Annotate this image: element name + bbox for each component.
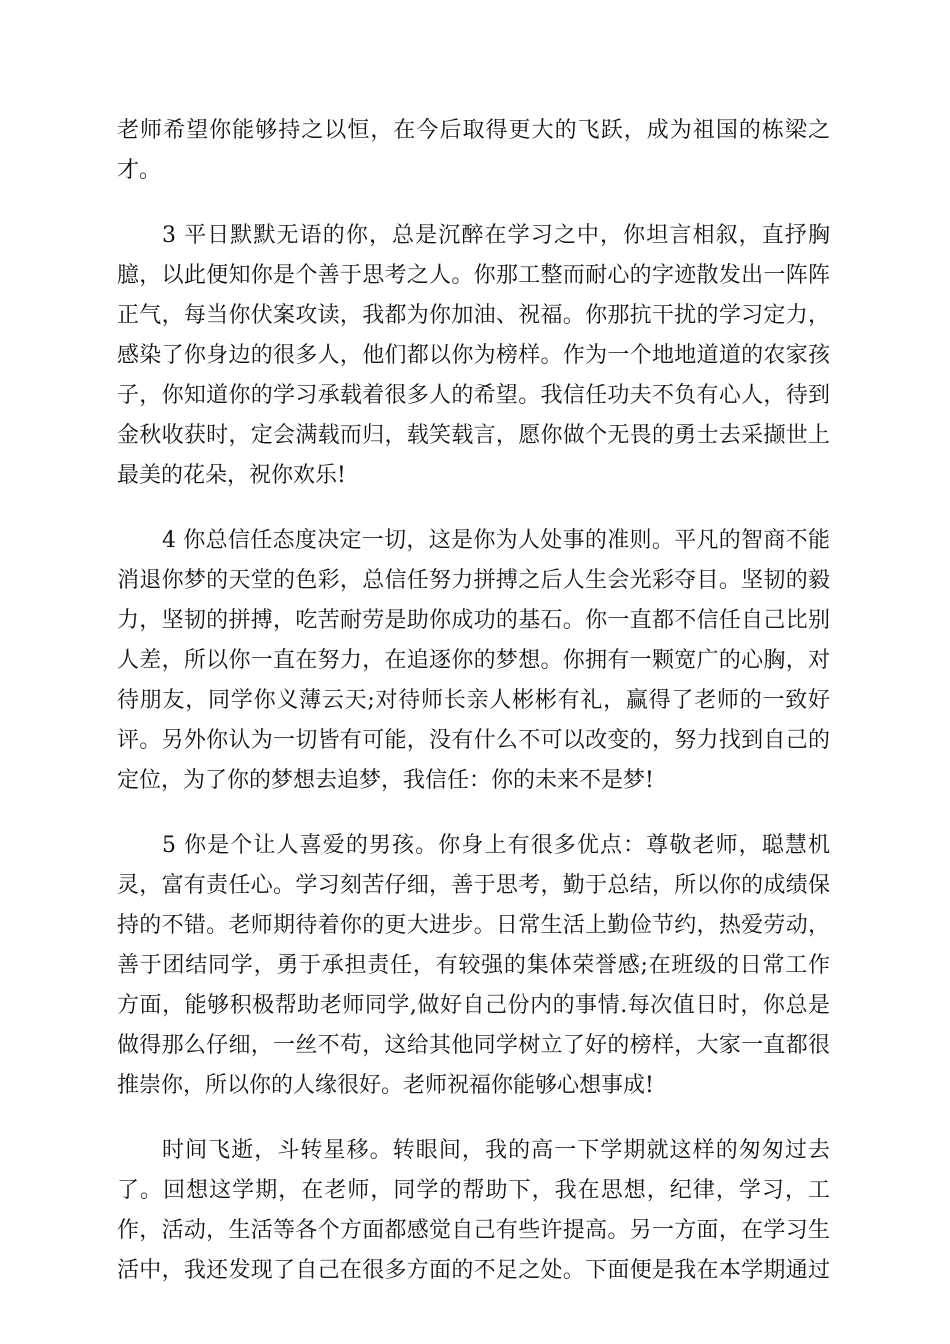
paragraph-line: 感染了你身边的很多人，他们都以你为榜样。作为一个地地道道的农家孩 <box>117 343 830 368</box>
paragraph-line: 待朋友，同学你义薄云天;对待师长亲人彬彬有礼，赢得了老师的一致好 <box>117 688 830 713</box>
paragraph-line: 推崇你，所以你的人缘很好。老师祝福你能够心想事成! <box>117 1073 654 1098</box>
paragraph-line: 正气，每当你伏案攻读，我都为你加油、祝福。你那抗干扰的学习定力， <box>117 303 830 328</box>
paragraph-line: 人差，所以你一直在努力，在追逐你的梦想。你拥有一颗宽广的心胸，对 <box>117 648 830 673</box>
paragraph-line: 持的不错。老师期待着你的更大进步。日常生活上勤俭节约，热爱劳动， <box>117 913 830 938</box>
paragraph-line: 善于团结同学，勇于承担责任，有较强的集体荣誉感;在班级的日常工作 <box>117 953 830 978</box>
paragraph-line: 了。回想这学期，在老师，同学的帮助下，我在思想，纪律，学习，工 <box>117 1178 830 1203</box>
paragraph-line: 5 你是个让人喜爱的男孩。你身上有很多优点：尊敬老师，聪慧机 <box>162 833 830 858</box>
paragraph-line: 做得那么仔细，一丝不苟，这给其他同学树立了好的榜样，大家一直都很 <box>117 1033 830 1058</box>
paragraph-line: 定位，为了你的梦想去追梦，我信任：你的未来不是梦! <box>117 768 654 793</box>
paragraph-line: 方面，能够积极帮助老师同学,做好自己份内的事情.每次值日时，你总是 <box>117 993 830 1018</box>
paragraph-line: 老师希望你能够持之以恒，在今后取得更大的飞跃，成为祖国的栋梁之 <box>117 118 830 143</box>
paragraph-line: 力，坚韧的拼搏，吃苦耐劳是助你成功的基石。你一直都不信任自己比别 <box>117 608 830 633</box>
paragraph-line: 灵，富有责任心。学习刻苦仔细，善于思考，勤于总结，所以你的成绩保 <box>117 873 830 898</box>
paragraph-line: 活中，我还发现了自己在很多方面的不足之处。下面便是我在本学期通过 <box>117 1258 830 1283</box>
paragraph-line: 3 平日默默无语的你，总是沉醉在学习之中，你坦言相叙，直抒胸 <box>162 223 830 248</box>
paragraph-line: 金秋收获时，定会满载而归，载笑载言，愿你做个无畏的勇士去采撷世上 <box>117 423 830 448</box>
paragraph-line: 消退你梦的天堂的色彩，总信任努力拼搏之后人生会光彩夺目。坚韧的毅 <box>117 568 830 593</box>
paragraph-line: 臆，以此便知你是个善于思考之人。你那工整而耐心的字迹散发出一阵阵 <box>117 263 830 288</box>
paragraph-line: 最美的花朵，祝你欢乐! <box>117 463 346 488</box>
paragraph-line: 时间飞逝，斗转星移。转眼间，我的高一下学期就这样的匆匆过去 <box>162 1138 830 1163</box>
paragraph-line: 4 你总信任态度决定一切，这是你为人处事的准则。平凡的智商不能 <box>162 528 830 553</box>
paragraph-line: 评。另外你认为一切皆有可能，没有什么不可以改变的，努力找到自己的 <box>117 728 830 753</box>
paragraph-line: 子，你知道你的学习承载着很多人的希望。我信任功夫不负有心人，待到 <box>117 383 830 408</box>
paragraph-line: 才。 <box>117 158 162 183</box>
paragraph-line: 作，活动，生活等各个方面都感觉自己有些许提高。另一方面，在学习生 <box>117 1218 830 1243</box>
